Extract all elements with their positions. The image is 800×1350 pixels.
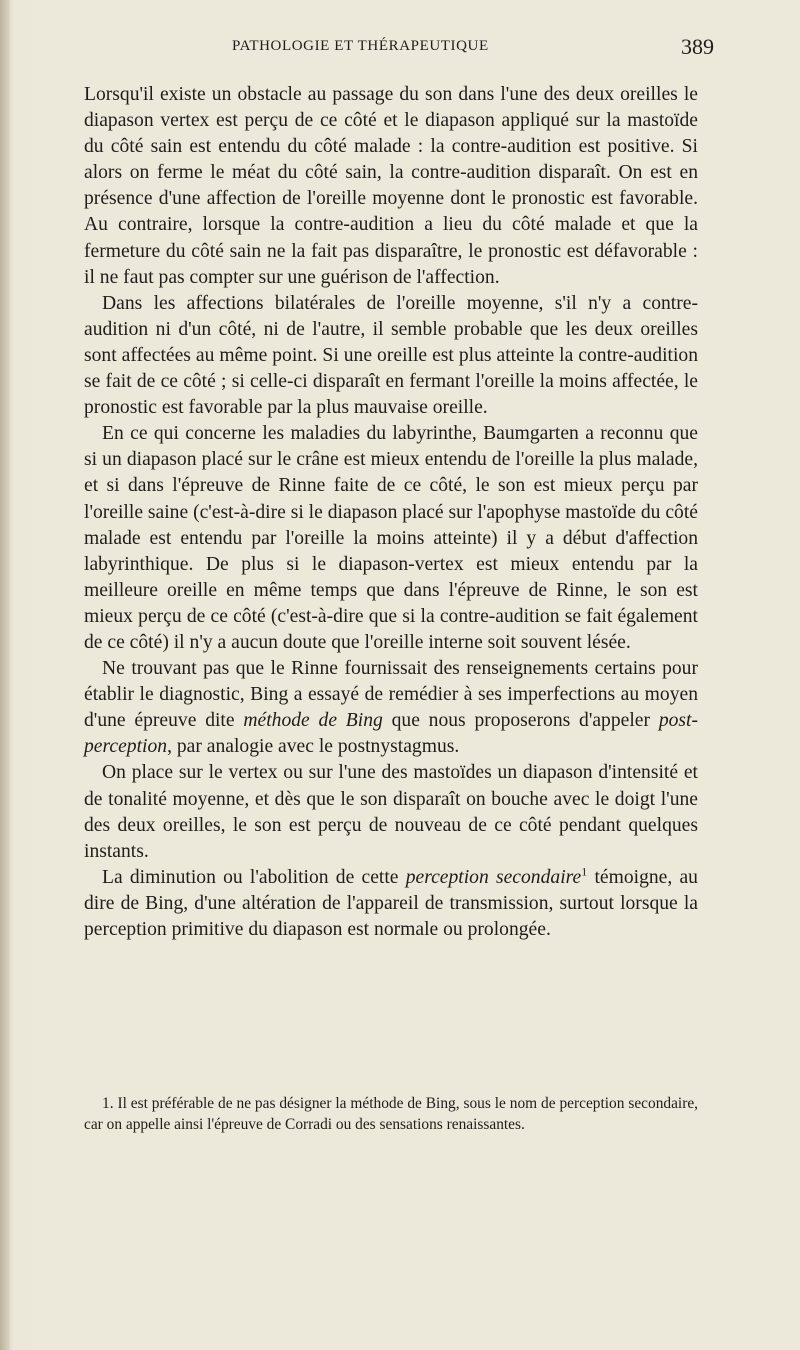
page-header: [84, 34, 714, 68]
paragraph: [84, 865, 698, 943]
paragraph-text: La diminution ou l'abolition de cette: [102, 866, 406, 888]
italic-term: perception secondaire: [405, 866, 582, 888]
paragraph-text: , par analogie avec le postnystagmus.: [167, 736, 460, 758]
paragraph: En ce qui concerne les maladies du labyrinthe, Baumgarten a reconnu que si un diapason placé sur le crâne est mieux entendu de l'oreille la plus malade, et si dans l'épreuve de Rinne faite de ce côté, le son est mieux perçu par l'oreille saine (c'est-à-dire si le diapason placé sur l'apophyse mastoïde du côté malade est entendu par l'oreille la moins atteinte) il y a début d'affection labyrinthique. De plus si le diapason-vertex est mieux entendu par la meilleure oreille en même temps que dans l'épreuve de Rinne, le son est mieux perçu de ce côté (c'est-à-dire que si la contre-audition se fait également de ce côté) il n'y a aucun doute que l'oreille interne soit souvent lésée.: [84, 423, 698, 653]
paragraph: Dans les affections bilatérales de l'oreille moyenne, s'il n'y a contre-audition ni d'un côté, ni de l'autre, il semble probable que les deux oreilles sont affectées au même point. Si une oreille est plus atteinte la contre-audition se fait de ce côté ; si celle-ci disparaît en fermant l'oreille la moins affectée, le pronostic est favorable par la plus mauvaise oreille.: [84, 292, 698, 419]
paragraph-text: témoigne, au dire de Bing, d'une altération de l'appareil de transmission, surtout lorsque la perception primitive du diapason est normale ou prolongée.: [84, 866, 698, 940]
paragraph: Lorsqu'il existe un obstacle au passage du son dans l'une des deux oreilles le diapason vertex est perçu de ce côté et le diapason appliqué sur la mastoïde du côté sain est entendu du côté malade : la contre-audition est positive. Si alors on ferme le méat du côté sain, la contre-audition disparaît. On est en présence d'une affection de l'oreille moyenne dont le pronostic est favorable. Au contraire, lorsque la contre-audition a lieu du côté malade et que la fermeture du côté sain ne la fait pas disparaître, le pronostic est défavorable : il ne faut pas compter sur une guérison de l'affection.: [84, 84, 698, 288]
footnote-text: 1. Il est préférable de ne pas désigner la méthode de Bing, sous le nom de perception secondaire, car on appelle ainsi l'épreuve de Corradi ou des sensations renaissantes.: [84, 1095, 698, 1133]
paragraph-text: que nous proposerons d'appeler: [382, 710, 659, 732]
italic-term: méthode de Bing: [243, 710, 383, 732]
paragraph: [84, 656, 698, 760]
paragraph-text: Ne trouvant pas que le Rinne fournissait des renseignements certains pour établir le diagnostic, Bing a essayé de remédier à ses imperfections au moyen d'une épreuve dite: [84, 658, 698, 732]
body-text: [84, 82, 698, 943]
page-number: 389: [681, 34, 714, 59]
italic-term: post-perception: [84, 710, 698, 758]
footnote-marker: 1: [581, 864, 588, 879]
running-title: PATHOLOGIE ET THÉRAPEUTIQUE: [232, 38, 489, 54]
page-spine-shadow: [0, 0, 10, 1350]
paragraph: On place sur le vertex ou sur l'une des mastoïdes un diapason d'intensité et de tonalité moyenne, et dès que le son disparaît on bouche avec le doigt l'une des deux oreilles, le son est perçu de nouveau de ce côté pendant quelques instants.: [84, 762, 698, 862]
footnote: [84, 1094, 698, 1135]
